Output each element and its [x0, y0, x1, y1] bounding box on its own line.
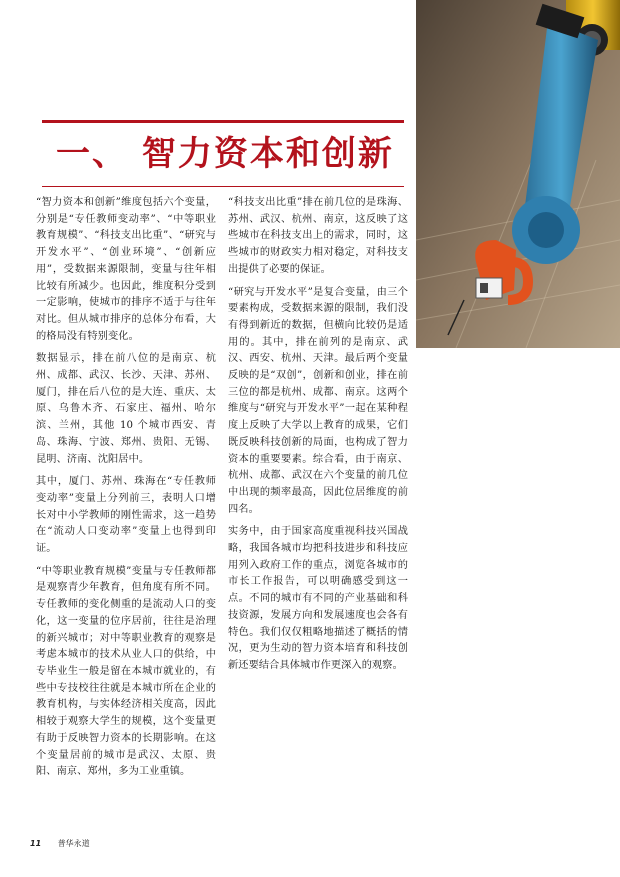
- publication-name: 普华永道: [57, 839, 90, 848]
- paragraph: “智力资本和创新”维度包括六个变量，分别是“专任教师变动率”、“中等职业教育规模”、“科技支出比重”、“研究与开发水平”、“创业环境”、“创新应用”，受数据来源限制，变量与往年相比较有所减少。也因此，维度积分受到一定影响，使城市的排序不适于与往年对比。但从城市排序的总体分布看，大的格局没有特别变化。: [36, 197, 216, 342]
- page-number: 11: [30, 839, 42, 848]
- right-column: [228, 195, 408, 681]
- robotic-arm-photo: [416, 0, 620, 348]
- paragraph: “中等职业教育规模”变量与专任教师都是观察青少年教育，但角度有所不同。专任教师的变化侧重的是流动人口的变化，这一变量的位序居前，往往是治理的新兴城市；对中等职业教育的观察是考虑本城市的技术从业人口的供给，中专毕业生一般是留在本城市就业的，有些中专技校往往就是本城市所在企业的教育机构，与实体经济相关度高，因此相较于观察大学生的规模，这个变量更有助于反映智力资本的长期影响。在这个变量居前的城市是武汉、太原、贵阳、南京、郑州，多为工业重镇。: [36, 565, 216, 778]
- page-footer: [30, 838, 90, 849]
- title-bottom-rule: [42, 186, 404, 187]
- paragraph: 数据显示，排在前八位的是南京、杭州、成都、武汉、长沙、天津、苏州、厦门，排在后八位的是大连、重庆、太原、乌鲁木齐、石家庄、福州、哈尔滨、兰州，其他 10 个城市西安、青岛、珠海、宁波、郑州、贵阳、无锡、昆明、济南、沈阳居中。: [36, 353, 216, 465]
- paragraph: 其中，厦门、苏州、珠海在“专任教师变动率”变量上分列前三，表明人口增长对中小学教师的刚性需求，这一趋势在“流动人口变动率”变量上也得到印证。: [36, 476, 216, 555]
- paragraph: “科技支出比重”排在前几位的是珠海、苏州、武汉、杭州、南京，这反映了这些城市在科技支出上的需求，同时，这些城市的财政实力相对稳定，对科技支出提供了必要的保证。: [228, 197, 408, 275]
- paragraph: 实务中，由于国家高度重视科技兴国战略，我国各城市均把科技进步和科技应用列入政府工作的重点，浏览各城市的市长工作报告，可以明确感受到这一点。不同的城市有不同的产业基础和科技资源，发展方向和发展速度也会各有特色。我们仅仅粗略地描述了概括的情况，更为生动的智力资本培育和科技创新还要结合具体城市作更深入的观察。: [228, 526, 408, 671]
- section-title: 一、 智力资本和创新: [56, 134, 394, 174]
- title-top-rule: [42, 120, 404, 123]
- paragraph: “研究与开发水平”是复合变量，由三个要素构成，受数据来源的限制，我们没有得到新近的数据，但横向比较仍是适用的。其中，排在前列的是南京、武汉、西安、杭州、天津。最后两个变量反映的是“双创”，创新和创业，排在前三位的都是杭州、成都、南京。这两个维度与“研究与开发水平”一起在某种程度上反映了大学以上教育的成果，它们既反映科技创新的局面，也构成了智力资本的重要要素。综合看，由于南京、杭州、成都、武汉在六个变量的前几位中出现的频率最高，因此位居维度的前四名。: [228, 286, 408, 515]
- left-column: [36, 195, 216, 787]
